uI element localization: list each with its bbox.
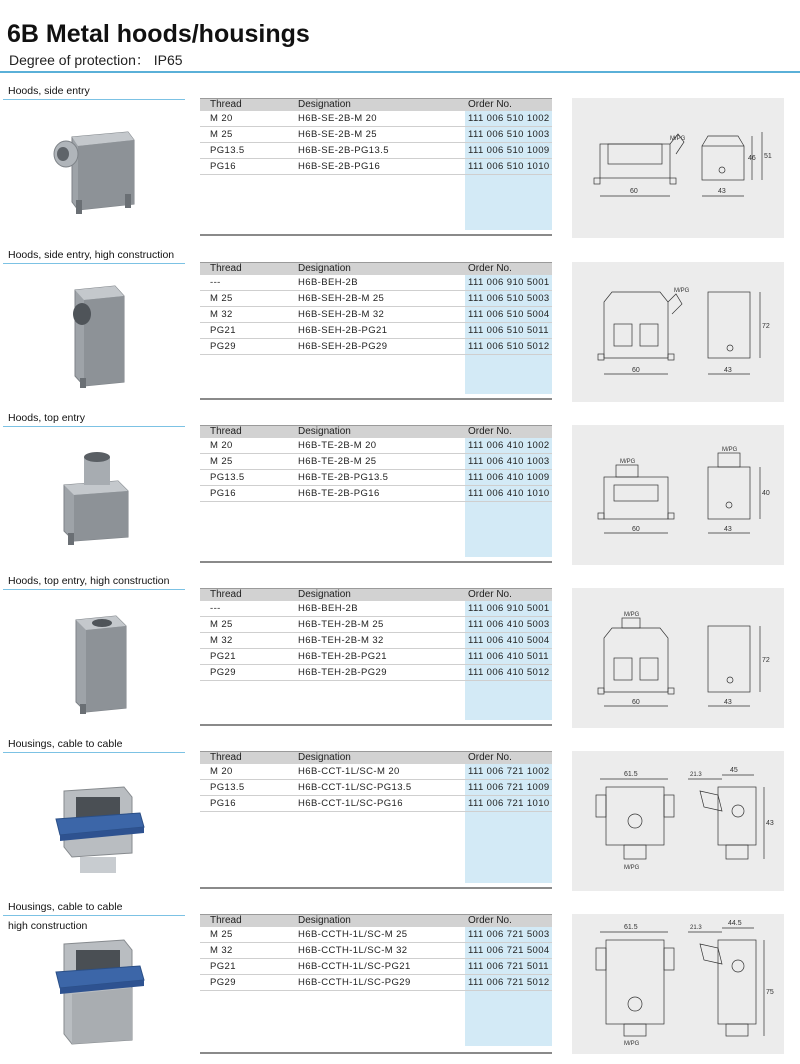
table-row: M 20 H6B-SE-2B-M 20 111 006 510 1002	[200, 111, 552, 127]
col-designation: Designation	[298, 263, 351, 274]
dim-label: 60	[632, 699, 640, 706]
table-row: M 32 H6B-SEH-2B-M 32 111 006 510 5004	[200, 307, 552, 323]
table-row: PG13.5 H6B-TE-2B-PG13.5 111 006 410 1009	[200, 470, 552, 486]
col-thread: Thread	[210, 426, 242, 437]
table-bottom-rule	[200, 724, 552, 726]
title-rule	[0, 71, 800, 73]
dim-label: 43	[724, 699, 732, 706]
dim-label: M/PG	[670, 136, 686, 142]
col-thread: Thread	[210, 915, 242, 926]
col-designation: Designation	[298, 752, 351, 763]
dim-label: 21.3	[690, 925, 702, 931]
section-label: Hoods, side entry	[8, 85, 90, 97]
col-order: Order No.	[468, 263, 512, 274]
label-rule	[3, 426, 185, 427]
dim-label: M/PG	[624, 865, 640, 871]
dim-label: 75	[766, 989, 774, 996]
label-rule	[3, 589, 185, 590]
dim-label: 61.5	[624, 771, 638, 778]
dim-label: 51	[764, 153, 772, 160]
dimension-drawing	[572, 98, 784, 238]
dim-label: 44.5	[728, 920, 742, 927]
table-bottom-rule	[200, 234, 552, 236]
hood-top-entry-high-photo	[20, 598, 170, 720]
table-row: PG16 H6B-CCT-1L/SC-PG16 111 006 721 1010	[200, 796, 552, 812]
dimension-drawing	[572, 751, 784, 891]
dim-label: M/PG	[674, 288, 690, 294]
dim-label: M/PG	[722, 447, 738, 453]
table-row: M 25 H6B-SEH-2B-M 25 111 006 510 5003	[200, 291, 552, 307]
dimension-drawing	[572, 588, 784, 728]
section-cable-to-cable	[0, 737, 800, 901]
col-order: Order No.	[468, 915, 512, 926]
table-row: --- H6B-BEH-2B 111 006 910 5001	[200, 275, 552, 291]
table-row: M 25 H6B-TEH-2B-M 25 111 006 410 5003	[200, 617, 552, 633]
table-row: M 32 H6B-CCTH-1L/SC-M 32 111 006 721 5004	[200, 943, 552, 959]
dim-label: 61.5	[624, 924, 638, 931]
table-row: PG29 H6B-SEH-2B-PG29 111 006 510 5012	[200, 339, 552, 355]
col-thread: Thread	[210, 99, 242, 110]
label-rule	[3, 915, 185, 916]
dim-label: M/PG	[624, 1041, 640, 1047]
table-row: PG13.5 H6B-SE-2B-PG13.5 111 006 510 1009	[200, 143, 552, 159]
section-side-entry	[0, 84, 800, 248]
col-order: Order No.	[468, 426, 512, 437]
table-bottom-rule	[200, 561, 552, 563]
housing-cable-to-cable-photo	[20, 761, 170, 883]
table-row: PG29 H6B-TEH-2B-PG29 111 006 410 5012	[200, 665, 552, 681]
dim-label: 60	[632, 526, 640, 533]
section-label: Housings, cable to cable	[8, 901, 123, 913]
dim-label: 46	[748, 155, 756, 162]
section-label: Hoods, top entry	[8, 412, 86, 424]
section-label-line2: high construction	[8, 920, 88, 932]
table-row: PG16 H6B-SE-2B-PG16 111 006 510 1010	[200, 159, 552, 175]
table-row: M 25 H6B-CCTH-1L/SC-M 25 111 006 721 5003	[200, 927, 552, 943]
col-designation: Designation	[298, 589, 351, 600]
table-row: PG21 H6B-CCTH-1L/SC-PG21 111 006 721 5011	[200, 959, 552, 975]
table-row: --- H6B-BEH-2B 111 006 910 5001	[200, 601, 552, 617]
label-rule	[3, 263, 185, 264]
dim-label: 45	[730, 767, 738, 774]
dim-label: 43	[724, 526, 732, 533]
dim-label: 72	[762, 657, 770, 664]
col-thread: Thread	[210, 752, 242, 763]
table-row: PG29 H6B-CCTH-1L/SC-PG29 111 006 721 5012	[200, 975, 552, 991]
hood-top-entry-photo	[20, 435, 170, 557]
dimension-drawing	[572, 914, 784, 1054]
order-table	[200, 751, 552, 812]
dimension-drawing	[572, 425, 784, 565]
table-row: M 25 H6B-TE-2B-M 25 111 006 410 1003	[200, 454, 552, 470]
col-designation: Designation	[298, 915, 351, 926]
table-row: PG16 H6B-TE-2B-PG16 111 006 410 1010	[200, 486, 552, 502]
dim-label: 72	[762, 323, 770, 330]
dim-label: M/PG	[624, 612, 640, 618]
dim-label: 60	[630, 188, 638, 195]
section-top-entry-high	[0, 574, 800, 738]
order-table	[200, 425, 552, 502]
section-label: Housings, cable to cable	[8, 738, 123, 750]
housing-cable-to-cable-high-photo	[20, 930, 170, 1052]
col-order: Order No.	[468, 752, 512, 763]
section-side-entry-high	[0, 248, 800, 412]
section-label: Hoods, side entry, high construction	[8, 249, 175, 261]
dim-label: 21.3	[690, 772, 702, 778]
hood-side-entry-high-photo	[20, 272, 170, 394]
dim-label: 40	[762, 490, 770, 497]
col-order: Order No.	[468, 589, 512, 600]
table-bottom-rule	[200, 887, 552, 889]
label-rule	[3, 752, 185, 753]
order-table	[200, 914, 552, 991]
dim-label: 43	[766, 820, 774, 827]
page-title: 6B Metal hoods/housings	[7, 20, 310, 48]
dim-label: 60	[632, 367, 640, 374]
table-row: PG21 H6B-TEH-2B-PG21 111 006 410 5011	[200, 649, 552, 665]
dim-label: 43	[718, 188, 726, 195]
col-thread: Thread	[210, 263, 242, 274]
col-thread: Thread	[210, 589, 242, 600]
table-bottom-rule	[200, 398, 552, 400]
hood-side-entry-photo	[20, 112, 170, 234]
col-designation: Designation	[298, 426, 351, 437]
table-row: PG21 H6B-SEH-2B-PG21 111 006 510 5011	[200, 323, 552, 339]
label-rule	[3, 99, 185, 100]
section-label: Hoods, top entry, high construction	[8, 575, 170, 587]
dim-label: M/PG	[620, 459, 636, 465]
table-row: M 32 H6B-TEH-2B-M 32 111 006 410 5004	[200, 633, 552, 649]
table-row: M 20 H6B-CCT-1L/SC-M 20 111 006 721 1002	[200, 764, 552, 780]
table-bottom-rule	[200, 1052, 552, 1054]
order-table	[200, 588, 552, 681]
dim-label: 43	[724, 367, 732, 374]
order-table	[200, 98, 552, 175]
table-row: PG13.5 H6B-CCT-1L/SC-PG13.5 111 006 721 1009	[200, 780, 552, 796]
table-row: M 25 H6B-SE-2B-M 25 111 006 510 1003	[200, 127, 552, 143]
protection-subtitle: Degree of protection： IP65	[9, 52, 183, 68]
col-order: Order No.	[468, 99, 512, 110]
section-top-entry	[0, 411, 800, 575]
table-row: M 20 H6B-TE-2B-M 20 111 006 410 1002	[200, 438, 552, 454]
order-table	[200, 262, 552, 355]
col-designation: Designation	[298, 99, 351, 110]
section-cable-to-cable-high	[0, 900, 800, 1064]
dimension-drawing	[572, 262, 784, 402]
